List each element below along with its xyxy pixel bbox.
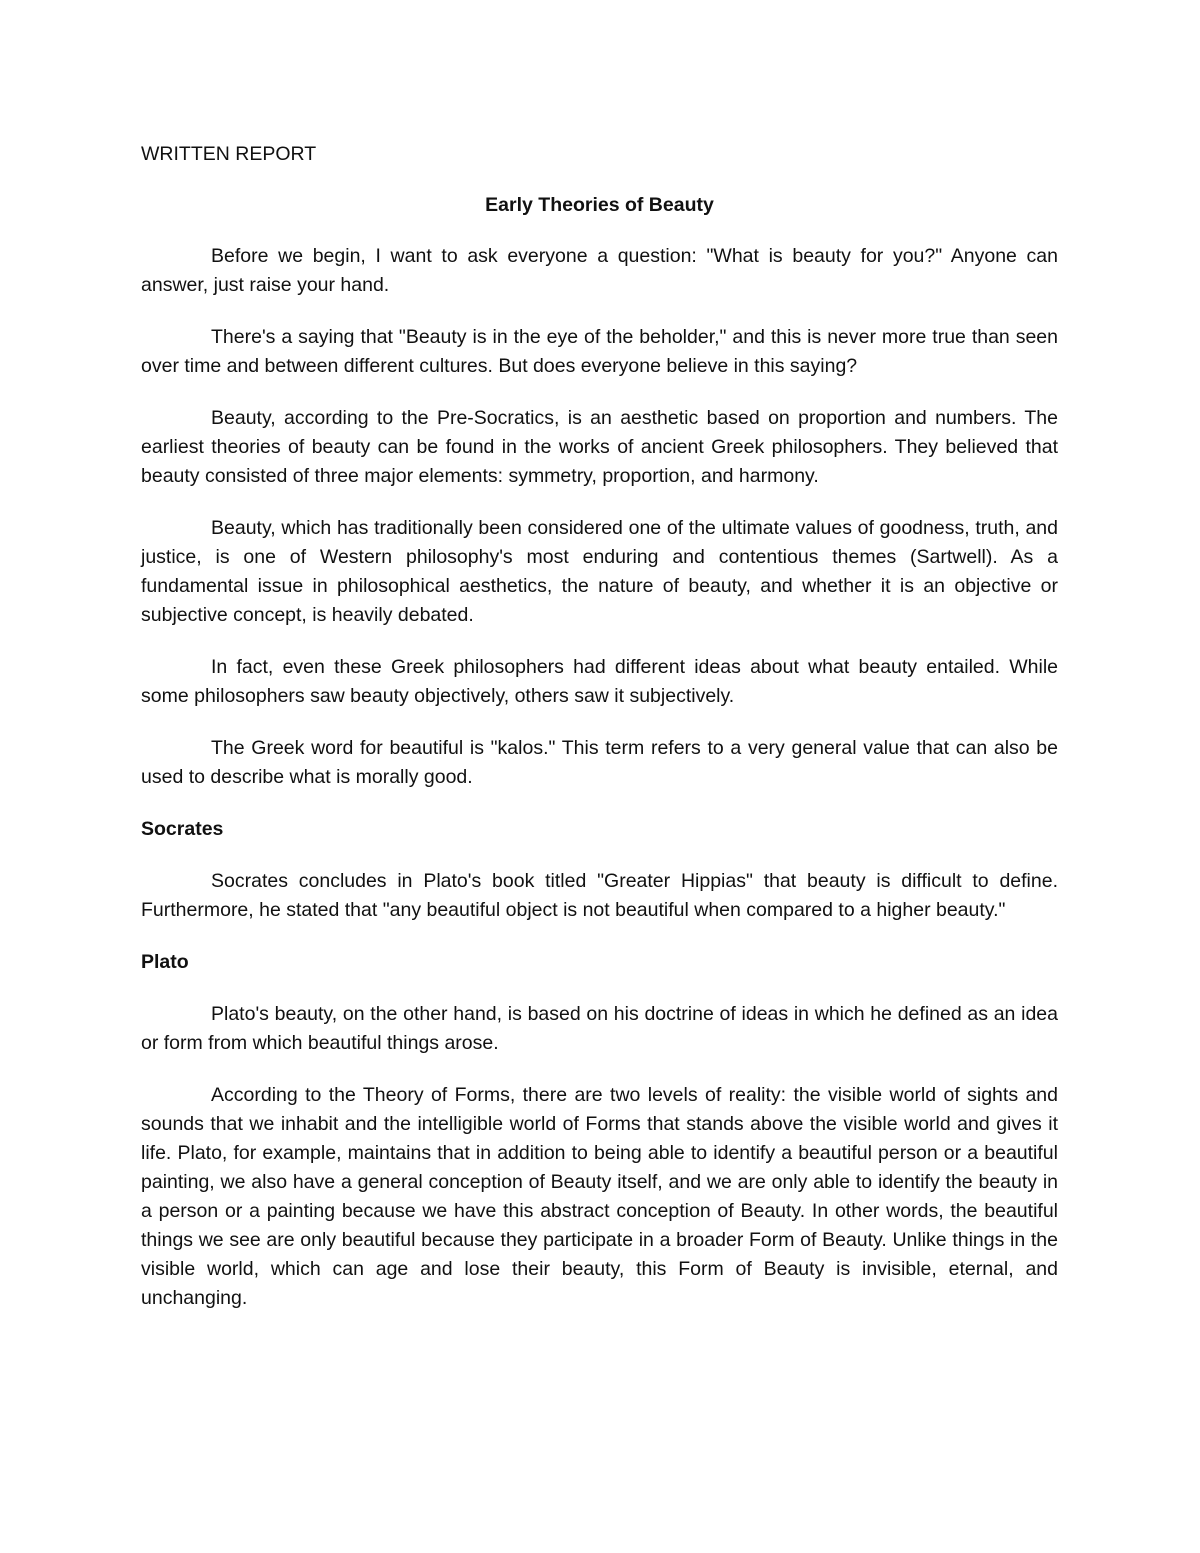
plato-paragraph-1: Plato's beauty, on the other hand, is based on his doctrine of ideas in which he defined as an idea or form from which beautiful things arose. (141, 1003, 1058, 1054)
section-heading-plato: Plato (141, 951, 189, 973)
document-body (141, 140, 1058, 1313)
plato-paragraph-2: According to the Theory of Forms, there are two levels of reality: the visible world of sights and sounds that we inhabit and the intelligible world of Forms that stands above the visible world and gives it life. Plato, for example, maintains that in addition to being able to identify a beautiful person or a beautiful painting, we also have a general conception of Beauty itself, and we are only able to identify the beauty in a person or a painting because we have this abstract conception of Beauty. In other words, the beautiful things we see are only beautiful because they participate in a broader Form of Beauty. Unlike things in the visible world, which can age and lose their beauty, this Form of Beauty is invisible, eternal, and unchanging. (141, 1084, 1058, 1309)
document-title: Early Theories of Beauty (485, 194, 714, 216)
intro-paragraph-6: The Greek word for beautiful is "kalos." This term refers to a very general value that can also be used to describe what is morally good. (141, 737, 1058, 788)
intro-paragraph-4: Beauty, which has traditionally been considered one of the ultimate values of goodness, truth, and justice, is one of Western philosophy's most enduring and contentious themes (Sartwell). As a fundamental issue in philosophical aesthetics, the nature of beauty, and whether it is an objective or subjective concept, is heavily debated. (141, 517, 1058, 626)
report-label: WRITTEN REPORT (141, 143, 317, 165)
section-heading-socrates: Socrates (141, 818, 224, 840)
intro-paragraph-2: There's a saying that "Beauty is in the eye of the beholder," and this is never more true than seen over time and between different cultures. But does everyone believe in this saying? (141, 326, 1058, 377)
intro-paragraph-1: Before we begin, I want to ask everyone a question: "What is beauty for you?" Anyone can answer, just raise your hand. (141, 245, 1058, 296)
intro-paragraph-3: Beauty, according to the Pre-Socratics, is an aesthetic based on proportion and numbers. The earliest theories of beauty can be found in the works of ancient Greek philosophers. They believed that beauty consisted of three major elements: symmetry, proportion, and harmony. (141, 407, 1058, 487)
socrates-paragraph-1: Socrates concludes in Plato's book titled "Greater Hippias" that beauty is difficult to define. Furthermore, he stated that "any beautiful object is not beautiful when compared to a higher beauty." (141, 870, 1058, 921)
intro-paragraph-5: In fact, even these Greek philosophers had different ideas about what beauty entailed. While some philosophers saw beauty objectively, others saw it subjectively. (141, 656, 1058, 707)
